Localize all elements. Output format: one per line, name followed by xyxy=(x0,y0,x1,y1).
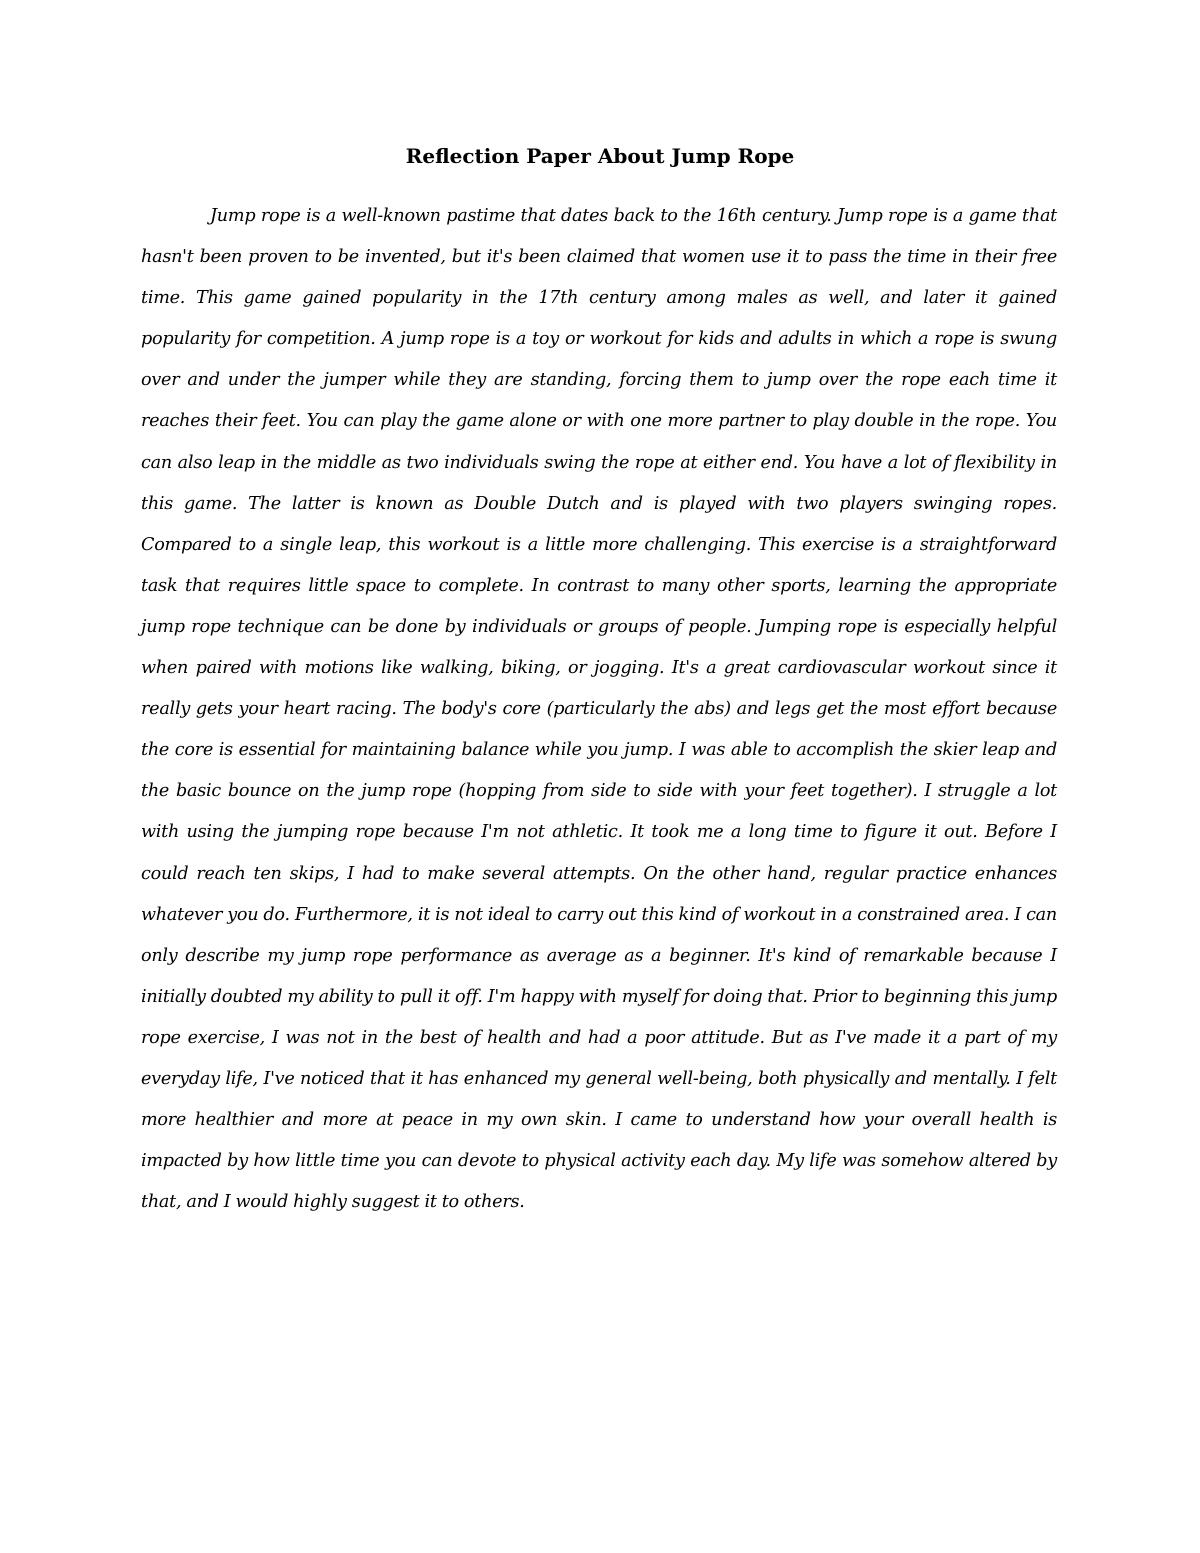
document-title: Reflection Paper About Jump Rope xyxy=(405,144,795,168)
body-paragraph: Jump rope is a well-known pastime that dates back to the 16th century. Jump rope is a game that hasn't been proven to be invented, but it's been claimed that women use it to pass the time in their free time. This game gained popularity in the 17th century among males as well, and later it gained popularity for competition. A jump rope is a toy or workout for kids and adults in which a rope is swung over and under the jumper while they are standing, forcing them to jump over the rope each time it reaches their feet. You can play the game alone or with one more partner to play double in the rope. You can also leap in the middle as two individuals swing the rope at either end. You have a lot of flexibility in this game. The latter is known as Double Dutch and is played with two players swinging ropes. Compared to a single leap, this workout is a little more challenging. This exercise is a straightforward task that requires little space to complete. In contrast to many other sports, learning the appropriate jump rope technique can be done by individuals or groups of people. Jumping rope is especially helpful when paired with motions like walking, biking, or jogging. It's a great cardiovascular workout since it really gets your heart racing. The body's core (particularly the abs) and legs get the most effort because the core is essential for maintaining balance while you jump. I was able to accomplish the skier leap and the basic bounce on the jump rope (hopping from side to side with your feet together). I struggle a lot with using the jumping rope because I'm not athletic. It took me a long time to figure it out. Before I could reach ten skips, I had to make several attempts. On the other hand, regular practice enhances whatever you do. Furthermore, it is not ideal to carry out this kind of workout in a constrained area. I can only describe my jump rope performance as average as a beginner. It's kind of remarkable because I initially doubted my ability to pull it off. I'm happy with myself for doing that. Prior to beginning this jump rope exercise, I was not in the best of health and had a poor attitude. But as I've made it a part of my everyday life, I've noticed that it has enhanced my general well-being, both physically and mentally. I felt more healthier and more at peace in my own skin. I came to understand how your overall health is impacted by how little time you can devote to physical activity each day. My life was somehow altered by that, and I would highly suggest it to others. xyxy=(141,206,1057,1213)
